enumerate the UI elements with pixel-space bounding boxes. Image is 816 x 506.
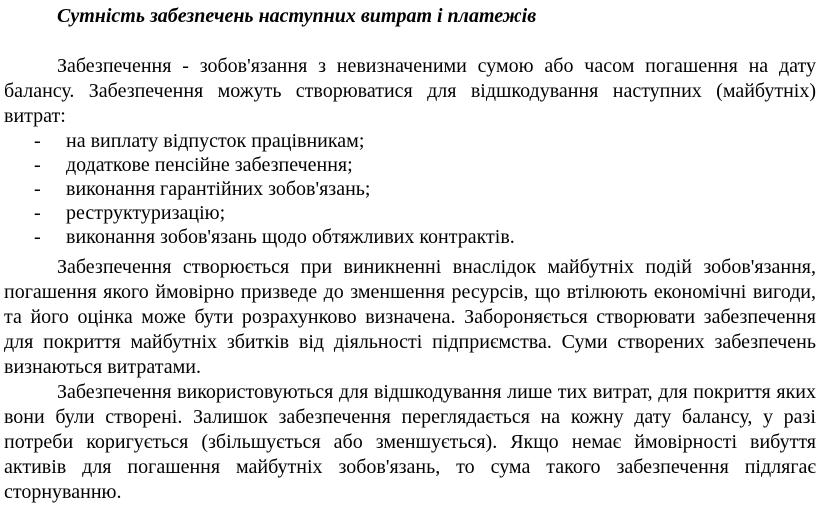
intro-paragraph xyxy=(4,54,816,129)
recognition-text: Забезпечення створюється при виникненні внаслідок майбутніх подій зобов'язання, погашення якого ймовірно призведе до зменшення ресурсів, що втілюють економічні вигоди, та його оцінка може бути розрахунково визначена. Забороняється створювати забезпечення для покриття майбутніх збитків від діяльності підприємства. Суми створених забезпечень визнаються витратами. xyxy=(4,256,816,378)
list-dash: - xyxy=(34,202,41,224)
expense-list xyxy=(4,129,784,249)
list-item-text: виконання зобов'язань щодо обтяжливих контрактів. xyxy=(66,226,515,248)
list-dash: - xyxy=(34,130,41,152)
recognition-paragraph xyxy=(4,255,816,380)
usage-text: Забезпечення використовуються для відшкодування лише тих витрат, для покриття яких вони були створені. Залишок забезпечення переглядається на кожну дату балансу, у разі потреби коригується (збільшується або зменшується). Якщо немає ймовірності вибуття активів для погашення майбутніх зобов'язань, то сума такого забезпечення підлягає сторнуванню. xyxy=(4,381,816,503)
list-dash: - xyxy=(34,178,41,200)
usage-paragraph xyxy=(4,380,816,505)
list-item xyxy=(4,201,784,225)
list-item xyxy=(4,129,784,153)
list-item-text: додаткове пенсійне забезпечення; xyxy=(66,154,353,176)
list-dash: - xyxy=(34,226,41,248)
list-item-text: виконання гарантійних зобов'язань; xyxy=(66,178,371,200)
list-item-text: реструктуризацію; xyxy=(66,202,226,224)
intro-text: Забезпечення - зобов'язання з невизначеними сумою або часом погашення на дату балансу. Забезпечення можуть створюватися для відшкодування наступних (майбутніх) витрат: xyxy=(4,55,816,127)
list-item-text: на виплату відпусток працівникам; xyxy=(66,130,365,152)
list-dash: - xyxy=(34,154,41,176)
document-title: Сутність забезпечень наступних витрат і платежів xyxy=(57,5,537,27)
list-item xyxy=(4,153,784,177)
list-item xyxy=(4,225,784,249)
list-item xyxy=(4,177,784,201)
